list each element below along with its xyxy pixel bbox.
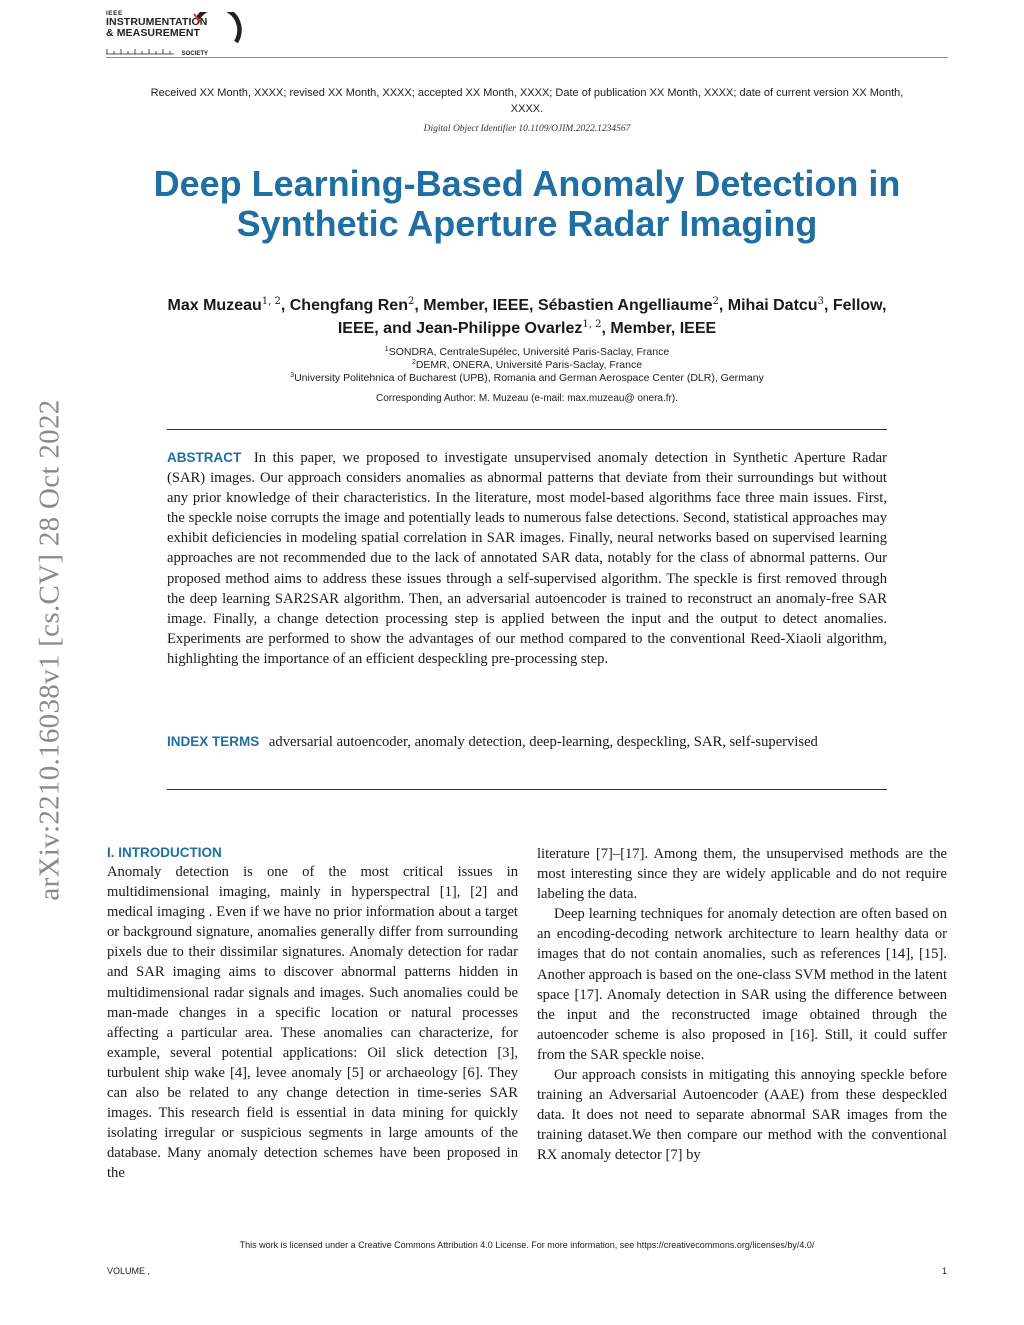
- index-terms-label: INDEX TERMS: [167, 734, 260, 749]
- author-text: , Chengfang Ren: [280, 297, 408, 314]
- abstract-text: In this paper, we proposed to investigate unsupervised anomaly detection in Synthetic Aperture Radar (SAR) images. Our approach considers anomalies as abnormal patterns that deviate from their surroundings but without any prior knowledge of their characteristics. In the literature, most model-based algorithms face three main issues. First, the speckle noise corrupts the image and potentially leads to numerous false detections. Second, statistical approaches may exhibit deficiencies in modeling spatial correlation in SAR images. Finally, neural networks based on supervised learning approaches are not recommended due to the lack of annotated SAR data, notably for the class of abnormal patterns. Our proposed method aims to address these issues through a self-supervised algorithm. The speckle is first removed through the deep learning SAR2SAR algorithm. Then, an adversarial autoencoder is trained to reconstruct an anomaly-free SAR image. Finally, a change detection processing step is applied between the input and the output to detect anomalies. Experiments are performed to show the advantages of our method compared to the conventional Reed-Xiaoli algorithm, highlighting the importance of an efficient despeckling pre-processing step.: [167, 450, 887, 667]
- affiliation-line: [150, 359, 904, 372]
- intro-paragraph: Anomaly detection is one of the most critical issues in multidimensional imaging, mainly in hyperspectral [1], [2] and medical imaging . Even if we have no prior information about a target or background signature, anomalies generally differ from surrounding pixels due to their dissimilar signatures. Anomaly detection for radar and SAR imaging aims to discover abnormal patterns hidden in multidimensional radar signals and images. Such anomalies could be man-made changes in a specific location or natural processes affecting a particular area. These anomalies can characterize, for example, several potential applications: Oil slick detection [3], turbulent ship wake [4], levee anomaly [5] or archaeology [6]. They can also be related to any change detection in time-series SAR images. This research field is essential in data mining for quickly isolating irregular or suspicious segments in large amounts of the database. Many anomaly detection schemes have been proposed in the: [107, 864, 518, 1182]
- affiliation-text: DEMR, ONERA, Université Paris-Saclay, France: [415, 359, 643, 371]
- abstract: [167, 448, 887, 669]
- arxiv-stamp: arXiv:2210.16038v1 [cs.CV] 28 Oct 2022: [33, 399, 66, 901]
- affiliation-sup: 1: [384, 346, 389, 353]
- logo-society: SOCIETY: [181, 51, 208, 57]
- abstract-top-rule: [167, 429, 887, 430]
- affiliation-sup: 2: [411, 359, 416, 366]
- license-notice: This work is licensed under a Creative Commons Attribution 4.0 License. For more information, see https://creativecommons.org/licenses/by/4.0/: [239, 1240, 815, 1250]
- intro-paragraph: Our approach consists in mitigating this annoying speckle before training an Adversarial Autoencoder (AAE) from these despeckled data. It does not need to separate abnormal SAR images from the training dataset.We then compare our method with the conventional RX anomaly detector [7] by: [537, 1067, 947, 1164]
- intro-paragraph: literature [7]–[17]. Among them, the unsupervised methods are the most interesting since they are widely applicable and do not require labeling the data.: [537, 846, 947, 903]
- left-column: [107, 844, 518, 1184]
- affiliation-text: University Politehnica of Bucharest (UPB), Romania and German Aerospace Center (DLR), Germany: [294, 372, 764, 384]
- received-dates: Received XX Month, XXXX; revised XX Month, XXXX; accepted XX Month, XXXX; Date of publication XX Month, XXXX; date of current version XX Month, XXXX.: [150, 87, 904, 115]
- section-heading: I. INTRODUCTION: [107, 845, 222, 860]
- affiliation-sup: 3: [290, 372, 295, 379]
- author-text: , Fellow, IEEE, and Jean-Philippe Ovarlez: [337, 297, 887, 337]
- abstract-bottom-rule: [167, 789, 887, 790]
- affiliation-line: [150, 346, 904, 359]
- affiliation-text: SONDRA, CentraleSupélec, Université Paris-Saclay, France: [388, 346, 670, 358]
- paper-title: Deep Learning-Based Anomaly Detection in Synthetic Aperture Radar Imaging: [153, 163, 901, 244]
- abstract-label: ABSTRACT: [167, 450, 242, 465]
- logo-measurement: & MEASUREMENT: [106, 27, 201, 39]
- doi: Digital Object Identifier 10.1109/OJIM.2022.1234567: [423, 124, 631, 134]
- logo-arc-icon: [192, 12, 242, 52]
- logo-instrumentation: INSTRUMENTATION: [106, 16, 208, 28]
- page-number: 1: [941, 1266, 947, 1276]
- author-text: , Member, IEEE, Sébastien Angelliaume: [414, 297, 713, 314]
- index-terms: [167, 732, 887, 752]
- author-text: , Member, IEEE: [601, 320, 717, 337]
- logo-ieee: IEEE: [106, 10, 123, 17]
- right-column: [537, 844, 947, 1166]
- society-logo: [106, 10, 246, 60]
- corresponding-author: Corresponding Author: M. Muzeau (e-mail: max.muzeau@ onera.fr).: [376, 393, 678, 404]
- author-text: , Mihai Datcu: [718, 297, 818, 314]
- author-sup: 1, 2: [582, 319, 602, 330]
- author-sup: 3: [817, 296, 824, 307]
- index-terms-text: adversarial autoencoder, anomaly detection, deep-learning, despeckling, SAR, self-supervised: [268, 734, 818, 750]
- author-sup: 1, 2: [261, 296, 281, 307]
- volume-label: VOLUME ,: [107, 1266, 151, 1276]
- author-sup: 2: [407, 296, 415, 307]
- affiliations: [150, 346, 904, 385]
- affiliation-line: [150, 372, 904, 385]
- author-sup: 2: [712, 296, 719, 307]
- author-list: [150, 294, 904, 340]
- intro-paragraph: Deep learning techniques for anomaly detection are often based on an encoding-decoding network architecture to learn healthy data or images that do not contain anomalies, such as references [14], [15]. Another approach is based on the one-class SVM method in the latent space [17]. Anomaly detection in SAR using the difference between the input and the reconstructed image obtained through the autoencoder scheme is also proposed in [16]. Still, it could suffer from the SAR speckle noise.: [537, 906, 947, 1063]
- author-text: Max Muzeau: [167, 297, 262, 314]
- header-divider: [106, 57, 948, 58]
